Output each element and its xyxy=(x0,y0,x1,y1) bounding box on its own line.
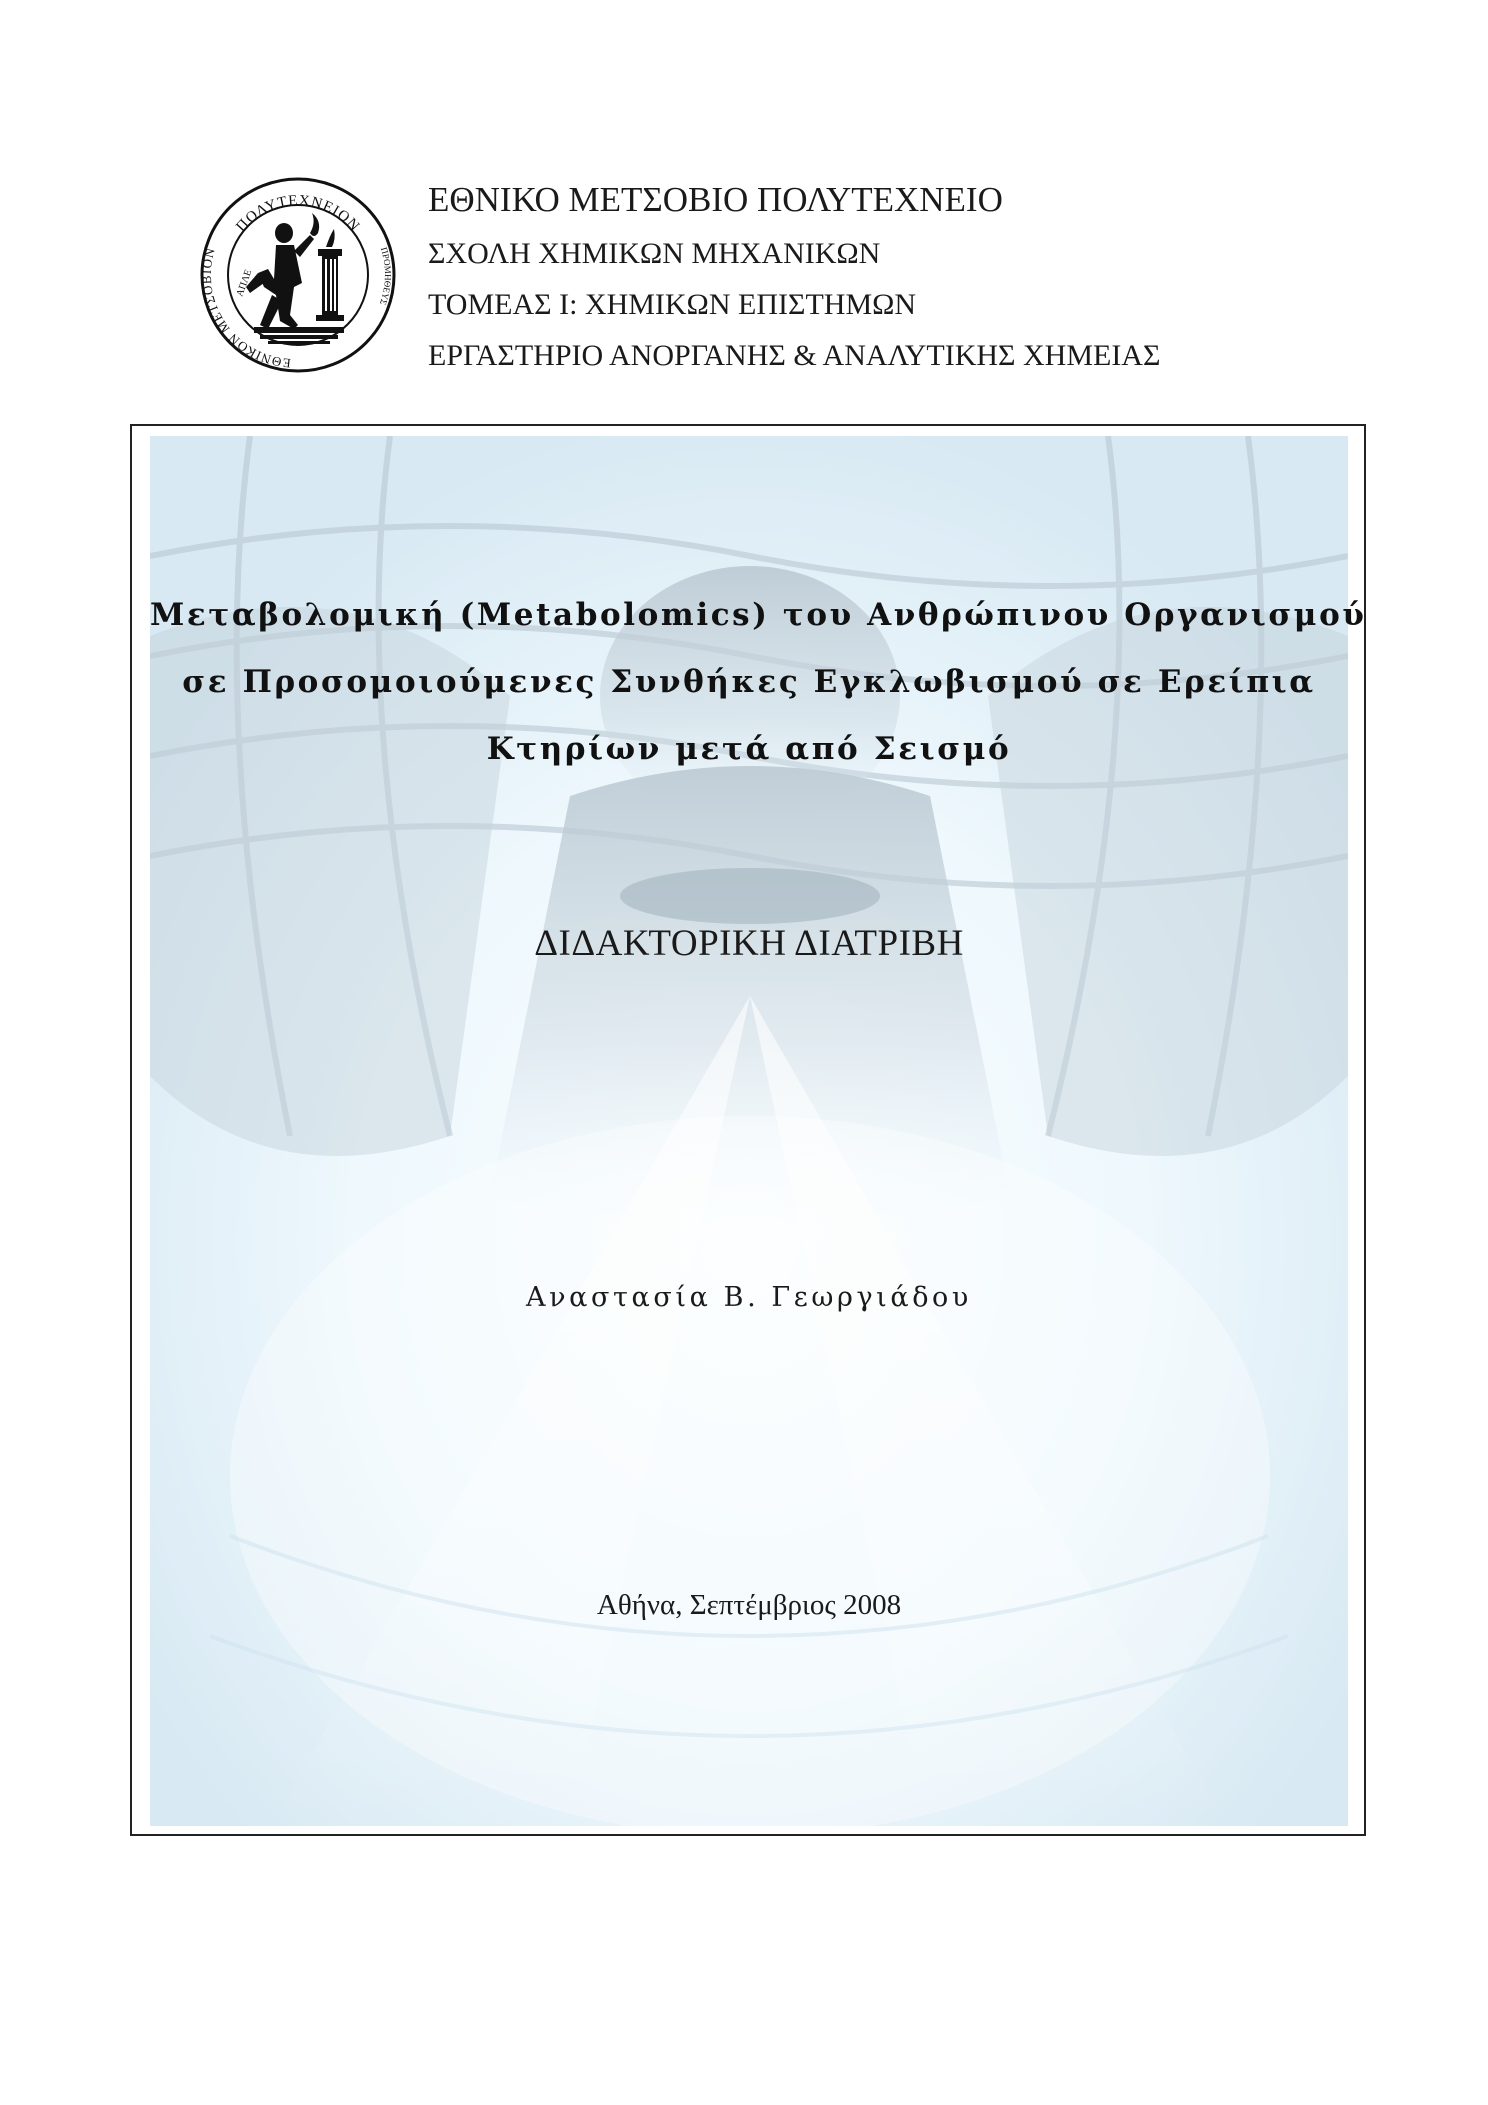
seal-left-text: ΕΘΝΙΚΟΝ ΜΕΤΣΟΒΙΟΝ xyxy=(198,245,292,372)
department-name: ΤΟΜΕΑΣ Ι: ΧΗΜΙΚΩΝ ΕΠΙΣΤΗΜΩΝ xyxy=(428,288,917,321)
seal-right-text: ΠΡΟΜΗΘΕΥΣ xyxy=(377,246,394,307)
title-line-3: Κτηρίων μετά από Σεισμό xyxy=(486,731,1012,767)
author-name: Αναστασία Β. Γεωργιάδου xyxy=(526,1282,972,1313)
title-line-1: Μεταβολομική (Metabolomics) του Ανθρώπινου Οργανισμού xyxy=(150,597,1367,633)
school-name: ΣΧΟΛΗ ΧΗΜΙΚΩΝ ΜΗΧΑΝΙΚΩΝ xyxy=(428,237,881,270)
institution-header xyxy=(428,182,1328,392)
institution-name: ΕΘΝΙΚΟ ΜΕΤΣΟΒΙΟ ΠΟΛΥΤΕΧΝΕΙΟ xyxy=(428,180,1003,219)
document-type: ΔΙΔΑΚΤΟΡΙΚΗ ΔΙΑΤΡΙΒΗ xyxy=(534,923,964,964)
laboratory-name: ΕΡΓΑΣΤΗΡΙΟ ΑΝΟΡΓΑΝΗΣ & ΑΝΑΛΥΤΙΚΗΣ ΧΗΜΕΙΑΣ xyxy=(428,339,1161,372)
title-line-2: σε Προσομοιούμενες Συνθήκες Εγκλωβισμού σε Ερείπια xyxy=(182,664,1316,700)
university-seal-icon xyxy=(198,175,398,375)
seal-figure-text: ΑΠΛΕ xyxy=(234,268,255,299)
place-and-date: Αθήνα, Σεπτέμβριος 2008 xyxy=(596,1589,902,1621)
thesis-title xyxy=(150,582,1367,783)
seal-top-text: ΠΟΛΥΤΕΧΝΕΙΟΝ xyxy=(233,192,363,236)
